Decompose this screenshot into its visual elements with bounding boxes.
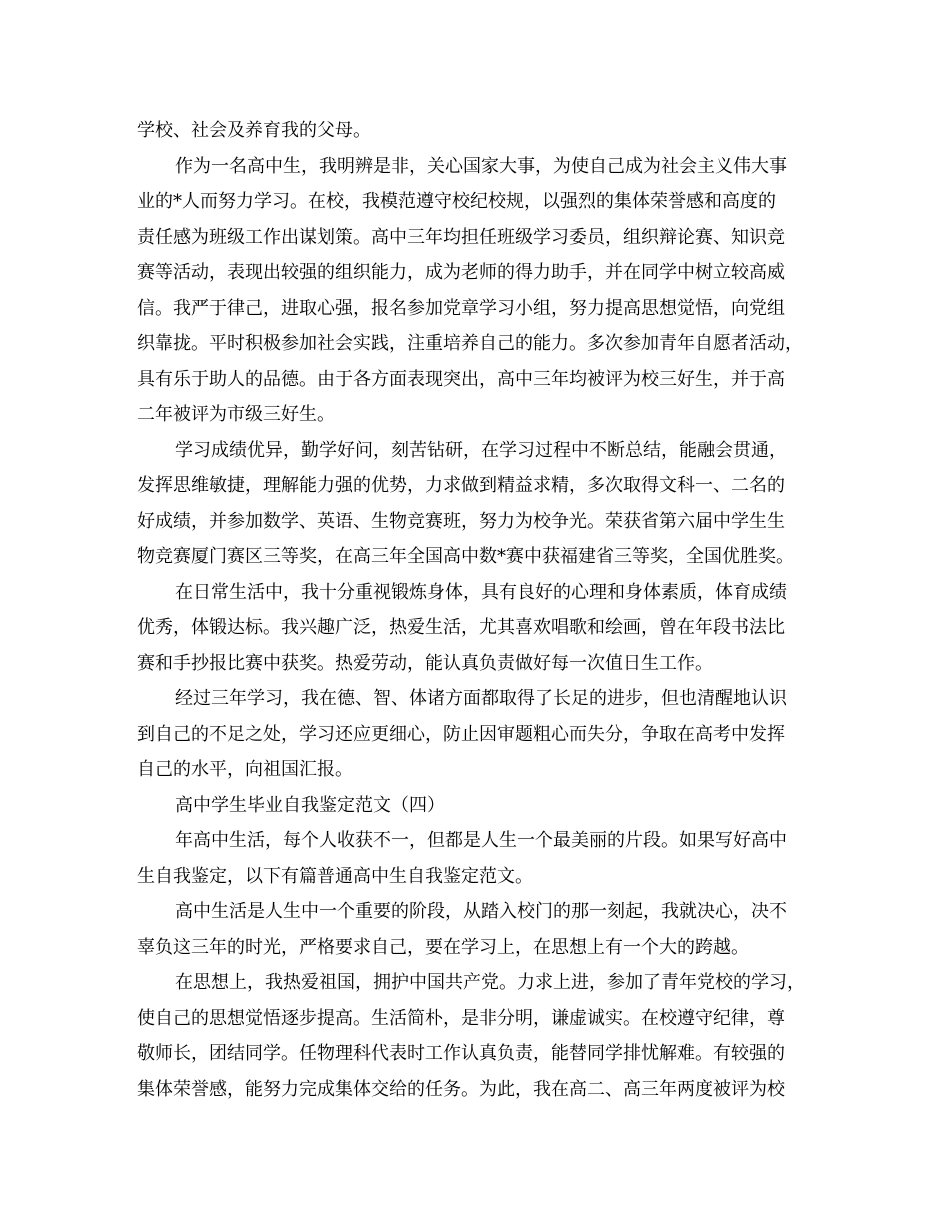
text-line: 使自己的思想觉悟逐步提高。生活简朴，是非分明，谦虚诚实。在校遵守纪律，尊: [137, 1007, 785, 1029]
text-line: 具有乐于助人的品德。由于各方面表现突出，高中三年均被评为校三好生，并于高: [137, 368, 785, 390]
text-line: 作为一名高中生，我明辨是非，关心国家大事，为使自己成为社会主义伟大事: [175, 155, 787, 177]
text-line: 自己的水平，向祖国汇报。: [137, 759, 353, 780]
text-line: 高中生活是人生中一个重要的阶段，从踏入校门的那一刻起，我就决心，决不: [175, 901, 787, 922]
text-line: 敬师长，团结同学。任物理科代表时工作认真负责，能替同学排忧解难。有较强的: [137, 1043, 785, 1064]
text-line: 信。我严于律己，进取心强，报名参加党章学习小组，努力提高思想觉悟，向党组: [137, 297, 785, 319]
text-line: 辜负这三年的时光，严格要求自己，要在学习上，在思想上有一个大的跨越。: [137, 936, 749, 958]
text-line: 赛等活动，表现出较强的组织能力，成为老师的得力助手，并在同学中树立较高威: [137, 262, 785, 283]
text-line: 集体荣誉感，能努力完成集体交给的任务。为此，我在高二、高三年两度被评为校: [137, 1078, 785, 1100]
text-line: 责任感为班级工作出谋划策。高中三年均担任班级学习委员，组织辩论赛、知识竞: [137, 226, 785, 248]
text-line: 发挥思维敏捷，理解能力强的优势，力求做到精益求精，多次取得文科一、二名的: [137, 475, 785, 496]
section-heading: 高中学生毕业自我鉴定范文（四）: [175, 794, 445, 816]
document-body: [137, 113, 817, 1107]
text-line: 学校、社会及养育我的父母。: [137, 120, 371, 141]
text-line: 织靠拢。平时积极参加社会实践，注重培养自己的能力。多次参加青年自愿者活动，: [137, 333, 803, 354]
text-line: 物竞赛厦门赛区三等奖，在高三年全国高中数*赛中获福建省三等奖，全国优胜奖。: [137, 546, 794, 567]
text-line: 优秀，体锻达标。我兴趣广泛，热爱生活，尤其喜欢唱歌和绘画，曾在年段书法比: [137, 617, 785, 638]
text-line: 生自我鉴定，以下有篇普通高中生自我鉴定范文。: [137, 865, 533, 887]
text-line: 经过三年学习，我在德、智、体诸方面都取得了长足的进步，但也清醒地认识: [175, 688, 787, 709]
text-line: 到自己的不足之处，学习还应更细心，防止因审题粗心而失分，争取在高考中发挥: [137, 723, 785, 745]
text-line: 业的*人而努力学习。在校，我模范遵守校纪校规，以强烈的集体荣誉感和高度的: [137, 191, 776, 212]
text-line: 赛和手抄报比赛中获奖。热爱劳动，能认真负责做好每一次值日生工作。: [137, 652, 713, 674]
text-line: 二年被评为市级三好生。: [137, 404, 335, 425]
text-line: 在日常生活中，我十分重视锻炼身体，具有良好的心理和身体素质，体育成绩: [175, 581, 787, 603]
text-line: 年高中生活，每个人收获不一，但都是人生一个最美丽的片段。如果写好高中: [175, 830, 787, 851]
text-line: 在思想上，我热爱祖国，拥护中国共产党。力求上进，参加了青年党校的学习，: [175, 972, 805, 993]
text-line: 学习成绩优异，勤学好问，刻苦钻研，在学习过程中不断总结，能融会贯通，: [175, 439, 787, 461]
text-line: 好成绩，并参加数学、英语、生物竞赛班，努力为校争光。荣获省第六届中学生生: [137, 510, 785, 532]
